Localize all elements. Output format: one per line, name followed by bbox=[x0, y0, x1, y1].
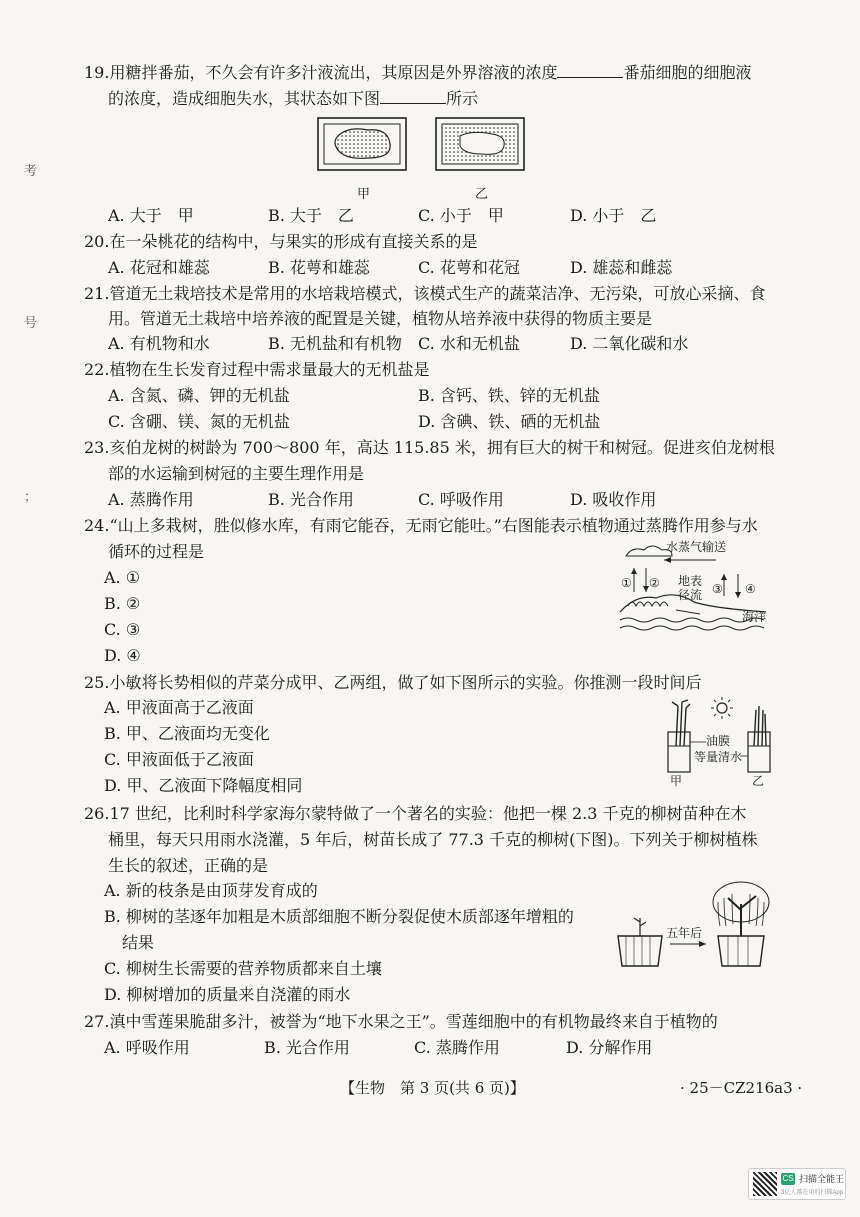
scanner-watermark bbox=[748, 1168, 846, 1200]
bucket-before bbox=[618, 936, 662, 966]
q21-option-b[interactable]: B. 无机盐和有机物 bbox=[268, 334, 402, 353]
vapor-transport-label: 水蒸气输送 bbox=[666, 540, 727, 554]
q26-option-c[interactable]: C. 柳树生长需要的营养物质都来自土壤 bbox=[104, 959, 382, 978]
q22-option-a[interactable]: A. 含氮、磷、钾的无机盐 bbox=[108, 386, 290, 405]
bucket-after bbox=[718, 936, 764, 966]
q23-stem-line1: 23.亥伯龙树的树龄为 700～800 年，高达 115.85 米，拥有巨大的树干和树冠。促进亥伯龙树根 bbox=[84, 438, 775, 457]
oil-film-label: 油膜 bbox=[706, 734, 731, 748]
q25-option-d[interactable]: D. 甲、乙液面下降幅度相同 bbox=[104, 776, 303, 795]
vacuole-b bbox=[460, 132, 504, 154]
arrow-icon bbox=[664, 557, 671, 563]
margin-mark: 考 bbox=[24, 164, 38, 179]
q27-option-b[interactable]: B. 光合作用 bbox=[264, 1038, 350, 1057]
q23-option-a[interactable]: A. 蒸腾作用 bbox=[108, 490, 194, 509]
q24-stem-line1: 24.“山上多栽树，胜似修水库，有雨它能吞，无雨它能吐。”右图能表示植物通过蒸腾作用参与水 bbox=[84, 516, 758, 535]
margin-mark: 号 bbox=[24, 316, 38, 331]
q19-cell-figure bbox=[316, 114, 526, 200]
page-footer: 【生物 第 3 页(共 6 页)】 bbox=[340, 1079, 525, 1097]
arrow-icon bbox=[699, 941, 706, 947]
app-badge: CS bbox=[782, 1174, 794, 1183]
willow-experiment-figure bbox=[614, 880, 774, 970]
q21-stem-line2: 用。管道无土栽培中培养液的配置是关键，植物从培养液中获得的物质主要是 bbox=[108, 309, 653, 328]
q27-stem: 27.滇中雪莲果脆甜多汁，被誉为“地下水果之王”。雪莲细胞中的有机物最终来自于植物的 bbox=[84, 1012, 718, 1031]
fig-label-jia: 甲 bbox=[357, 187, 371, 202]
marker-3: ③ bbox=[712, 582, 723, 596]
water-label: 等量清水 bbox=[694, 750, 743, 764]
exam-code: · 25－CZ216a3 · bbox=[680, 1079, 803, 1097]
q20-option-a[interactable]: A. 花冠和雄蕊 bbox=[108, 258, 210, 277]
five-years-label: 五年后 bbox=[666, 926, 703, 940]
q26-option-b-cont: 结果 bbox=[122, 933, 155, 952]
q22-option-d[interactable]: D. 含碘、铁、硒的无机盐 bbox=[418, 412, 601, 431]
seedling-icon bbox=[634, 918, 646, 936]
q23-option-c[interactable]: C. 呼吸作用 bbox=[418, 490, 504, 509]
marker-4: ④ bbox=[745, 582, 756, 596]
marker-1: ① bbox=[621, 576, 632, 590]
cytoplasm-a bbox=[335, 129, 390, 158]
q19-stem-line1: 19.用糖拌番茄，不久会有许多汁液流出，其原因是外界溶液的浓度 番茄细胞的细胞液 bbox=[84, 63, 752, 82]
q24-option-d[interactable]: D. ④ bbox=[104, 646, 141, 665]
app-title: 扫描全能王 bbox=[799, 1174, 845, 1184]
q21-option-d[interactable]: D. 二氧化碳和水 bbox=[570, 334, 689, 353]
q23-stem-line2: 部的水运输到树冠的主要生理作用是 bbox=[108, 464, 365, 483]
q20-stem: 20.在一朵桃花的结构中，与果实的形成有直接关系的是 bbox=[84, 232, 478, 251]
q27-option-a[interactable]: A. 呼吸作用 bbox=[104, 1038, 190, 1057]
marker-2: ② bbox=[649, 576, 660, 590]
q26-option-d[interactable]: D. 柳树增加的质量来自浇灌的雨水 bbox=[104, 985, 351, 1004]
q23-option-b[interactable]: B. 光合作用 bbox=[268, 490, 354, 509]
q24-option-c[interactable]: C. ③ bbox=[104, 620, 141, 639]
q19-option-d[interactable]: D. 小于 乙 bbox=[570, 206, 657, 225]
q20-option-c[interactable]: C. 花萼和花冠 bbox=[418, 258, 520, 277]
q26-stem-line2: 桶里，每天只用雨水浇灌，5 年后，树苗长成了 77.3 千克的柳树(下图)。下列关于柳树植株 bbox=[108, 830, 758, 849]
q25-option-b[interactable]: B. 甲、乙液面均无变化 bbox=[104, 724, 270, 743]
q20-option-d[interactable]: D. 雄蕊和雌蕊 bbox=[570, 258, 673, 277]
beaker-label-jia: 甲 bbox=[670, 774, 683, 788]
q27-option-c[interactable]: C. 蒸腾作用 bbox=[414, 1038, 500, 1057]
q21-option-a[interactable]: A. 有机物和水 bbox=[108, 334, 210, 353]
q24-option-a[interactable]: A. ① bbox=[104, 568, 141, 587]
ocean-label: 海洋 bbox=[742, 610, 767, 624]
surface-label: 地表 bbox=[678, 574, 703, 588]
app-subtitle: 3亿人都在用的扫描App bbox=[781, 1190, 844, 1196]
q20-option-b[interactable]: B. 花萼和雄蕊 bbox=[268, 258, 370, 277]
runoff-label: 径流 bbox=[678, 588, 703, 602]
q23-option-d[interactable]: D. 吸收作用 bbox=[570, 490, 657, 509]
fig-label-yi: 乙 bbox=[475, 187, 489, 202]
celery-leafy bbox=[672, 700, 690, 746]
beaker-yi bbox=[748, 732, 770, 772]
q26-stem-line3: 生长的叙述，正确的是 bbox=[108, 856, 269, 875]
q22-option-b[interactable]: B. 含钙、铁、锌的无机盐 bbox=[418, 386, 600, 405]
sun-icon bbox=[711, 697, 733, 719]
q26-option-b[interactable]: B. 柳树的茎逐年加粗是木质部细胞不断分裂促使木质部逐年增粗的 bbox=[104, 907, 574, 926]
q27-option-d[interactable]: D. 分解作用 bbox=[566, 1038, 653, 1057]
q26-option-a[interactable]: A. 新的枝条是由顶芽发育成的 bbox=[104, 881, 318, 900]
beaker-jia bbox=[668, 732, 690, 772]
q19-option-c[interactable]: C. 小于 甲 bbox=[418, 206, 504, 225]
q19-option-a[interactable]: A. 大于 甲 bbox=[108, 206, 194, 225]
q25-option-a[interactable]: A. 甲液面高于乙液面 bbox=[104, 698, 254, 717]
beaker-label-yi: 乙 bbox=[752, 774, 765, 788]
qr-code-icon bbox=[753, 1172, 777, 1196]
margin-mark: ； bbox=[24, 490, 38, 505]
q24-option-b[interactable]: B. ② bbox=[104, 594, 141, 613]
q22-stem: 22.植物在生长发育过程中需求量最大的无机盐是 bbox=[84, 360, 430, 379]
q25-stem: 25.小敏将长势相似的芹菜分成甲、乙两组，做了如下图所示的实验。你推测一段时间后 bbox=[84, 673, 702, 692]
q19-option-b[interactable]: B. 大于 乙 bbox=[268, 206, 354, 225]
q22-option-c[interactable]: C. 含硼、镁、氮的无机盐 bbox=[108, 412, 290, 431]
q21-stem-line1: 21.管道无土栽培技术是常用的水培栽培模式，该模式生产的蔬菜洁净、无污染，可放心采摘、食 bbox=[84, 284, 766, 303]
celery-bare bbox=[754, 706, 766, 746]
q24-stem-line2: 循环的过程是 bbox=[108, 542, 205, 561]
q25-option-c[interactable]: C. 甲液面低于乙液面 bbox=[104, 750, 254, 769]
tree-icon bbox=[628, 602, 668, 606]
q19-stem-line2: 的浓度，造成细胞失水，其状态如下图 所示 bbox=[108, 89, 479, 108]
q26-stem-line1: 26.17 世纪，比利时科学家海尔蒙特做了一个著名的实验：他把一棵 2.3 千克的柳树苗种在木 bbox=[84, 804, 747, 823]
q21-option-c[interactable]: C. 水和无机盐 bbox=[418, 334, 520, 353]
